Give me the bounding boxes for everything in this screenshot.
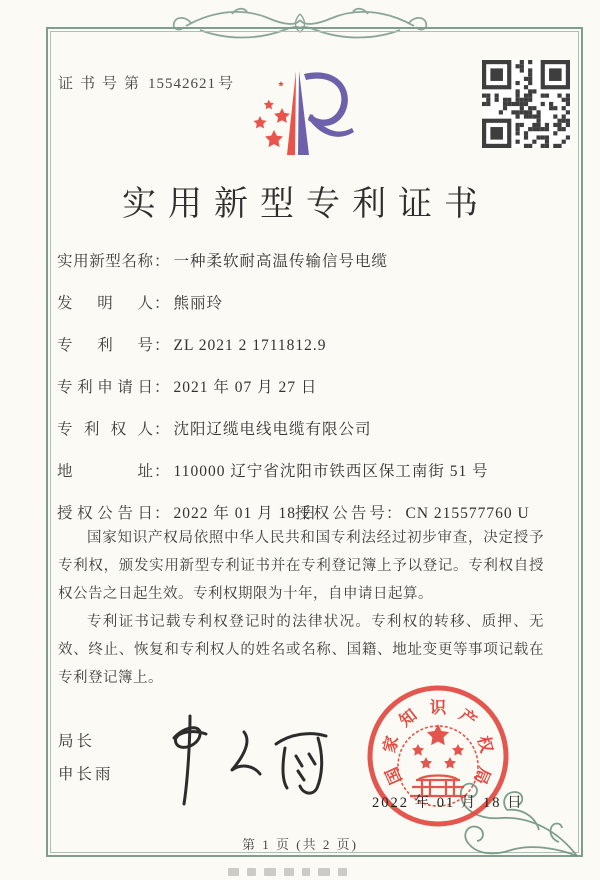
certificate-title: 实用新型专利证书 [122,186,490,223]
field-value: 2021 年 07 月 27 日 [173,379,318,396]
certificate-number-digits: 15542621 [148,76,217,92]
field-label: 授权公告号 [295,505,385,522]
seal-character: 局 [470,764,495,788]
seal-character: 家 [379,733,403,755]
seal-character: 产 [455,705,481,731]
field-label: 地址 [57,463,153,480]
grant-number-value: CN 215577760 U [405,505,530,522]
certificate-number-suffix: 号 [218,76,241,92]
field-label: 发明人 [57,295,153,312]
seal-date: 2022 年 01 月 18 日 [372,795,524,811]
cutoff-print-artifact [228,868,355,880]
field-row-address: 地址： 110000 辽宁省沈阳市铁西区保工南街 51 号 [57,461,557,503]
field-label: 专利申请日 [57,379,153,396]
signer-block [58,729,114,795]
field-value: 110000 辽宁省沈阳市铁西区保工南街 51 号 [173,463,489,480]
certificate-number-prefix: 证书号第 [58,76,147,92]
grant-number-group: 授权公告号： CN 215577760 U [295,503,530,525]
field-value: 沈阳辽缆电线电缆有限公司 [173,421,372,438]
seal-character: 识 [429,698,447,717]
field-label: 实用新型名称 [57,253,153,270]
field-row-grant-announcement: 授权公告日： 2022 年 01 月 18 日 授权公告号： CN 215577760 U [57,503,557,545]
seal-character: 权 [473,733,497,755]
field-label: 授权公告日 [57,505,153,522]
field-row-utility-model-name: 实用新型名称： 一种柔软耐高温传输信号电缆 [57,251,557,293]
field-row-inventor: 发明人： 熊丽玲 [57,293,557,335]
field-value: 熊丽玲 [173,295,224,312]
field-row-application-date: 专利申请日： 2021 年 07 月 27 日 [57,377,557,419]
certificate-fields [57,251,557,545]
qr-code [482,60,570,148]
certificate-number [58,72,240,93]
field-value: ZL 2021 2 1711812.9 [173,337,327,354]
grant-date-value: 2022 年 01 月 18 日 [173,505,318,522]
legal-text [58,524,544,692]
field-label: 专利号 [57,337,153,354]
cnipa-patent-logo [232,58,368,166]
page-number: 第 1 页 (共 2 页) [242,837,358,852]
signer-title: 局长 [58,733,96,750]
seal-character: 知 [395,705,421,731]
legal-paragraph-1: 国家知识产权局依照中华人民共和国专利法经过初步审查，决定授予专利权，颁发实用新型专利证书并在专利登记簿上予以登记。专利权自授权公告之日起生效。专利权期限为十年，自申请日起算。 [58,530,544,602]
field-row-patentee: 专利权人： 沈阳辽缆电线电缆有限公司 [57,419,557,461]
seal-character: 国 [381,764,406,788]
field-label: 专利权人 [57,421,153,438]
signer-name: 申长雨 [58,766,114,783]
legal-paragraph-2: 专利证书记载专利权登记时的法律状况。专利权的转移、质押、无效、终止、恢复和专利权人的姓名或名称、国籍、地址变更等事项记载在专利登记簿上。 [58,614,544,686]
commissioner-signature [148,708,343,810]
field-value: 一种柔软耐高温传输信号电缆 [173,253,389,270]
field-row-patent-number: 专利号： ZL 2021 2 1711812.9 [57,335,557,377]
